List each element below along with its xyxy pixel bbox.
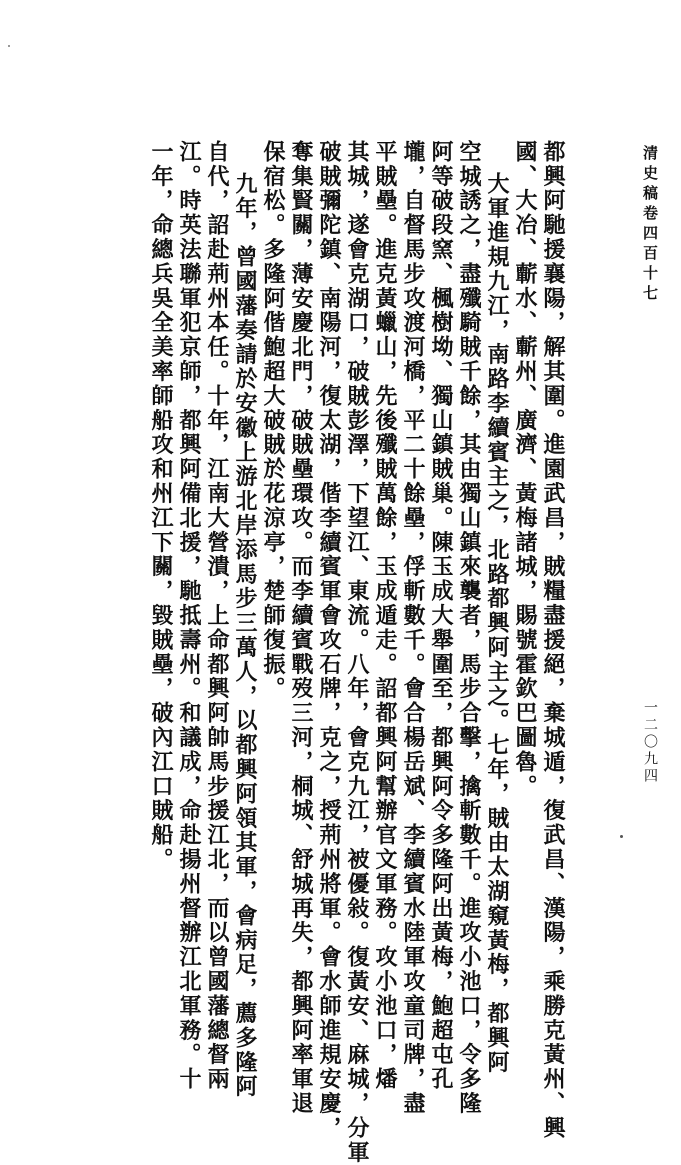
running-header: 清史稿卷四百十七 — [641, 145, 659, 305]
page-number: 一二〇九四 — [642, 700, 658, 785]
scan-speck-top — [8, 45, 10, 47]
text-column-12: 九年，曾國藩奏請於安徽上游北岸添馬步三萬人，以都興阿領其軍，會病足，薦多隆阿 — [232, 172, 258, 1100]
text-column-6: 壠，自督馬步攻渡河橋，平二十餘壘，俘斬數千。會合楊岳斌、李續賓水陸軍攻童司牌，盡 — [400, 140, 426, 1116]
text-column-7: 平賊壘。進克黃蠟山，先後殲賊萬餘，玉成遁走。詔都興阿幫辦官文軍務。攻小池口，燔 — [372, 140, 398, 1092]
text-column-4: 空城誘之，盡殲騎賊千餘，其由獨山鎮來襲者，馬步合擊，擒斬數千。進攻小池口，令多隆 — [456, 140, 482, 1116]
text-column-13: 自代，詔赴荊州本任。十年，江南大營潰，上命都興阿帥馬步援江北，而以曾國藩總督兩 — [204, 140, 230, 1092]
text-column-9: 破賊彌陀鎮、南陽河，復太湖，偕李續賓軍會攻石牌，克之，授荊州將軍。會水師進規安慶， — [316, 140, 342, 1141]
text-column-1: 都興阿馳援襄陽，解其圍。進園武昌，賊糧盡援絕，棄城遁，復武昌、漢陽，乘勝克黃州、興 — [540, 140, 566, 1141]
scan-speck — [620, 835, 623, 838]
text-column-14: 江。時英法聯軍犯京師，都興阿備北援，馳抵壽州。和議成，命赴揚州督辦江北軍務。十 — [176, 140, 202, 1092]
text-column-11: 保宿松。多隆阿偕鮑超大破賊於花涼亭，楚師復振。 — [260, 140, 286, 702]
text-column-15: 一年，命總兵吳全美率師船攻和州江下關，毀賊壘，破內江口賊船。 — [148, 140, 174, 872]
text-column-8: 其城，遂會克湖口，破賊彭澤，下望江、東流。八年，會克九江，被優敍。復黃安、麻城，分軍 — [344, 140, 370, 1165]
text-column-2: 國、大冶、蘄水、蘄州、廣濟、黃梅諸城，賜號霍欽巴圖魯。 — [512, 140, 538, 799]
text-column-10: 奪集賢關，薄安慶北門，破賊壘環攻。而李續賓戰歿三河，桐城、舒城再失，都興阿率軍退 — [288, 140, 314, 1116]
text-column-5: 阿等破段窯、楓樹坳、獨山鎮賊巢。陳玉成大舉圍至，都興阿令多隆阿出黃梅，鮑超屯孔 — [428, 140, 454, 1092]
text-column-3: 大軍進規九江，南路李續賓主之，北路都興阿主之。七年，賊由太湖窺黃梅，都興阿 — [484, 172, 510, 1075]
